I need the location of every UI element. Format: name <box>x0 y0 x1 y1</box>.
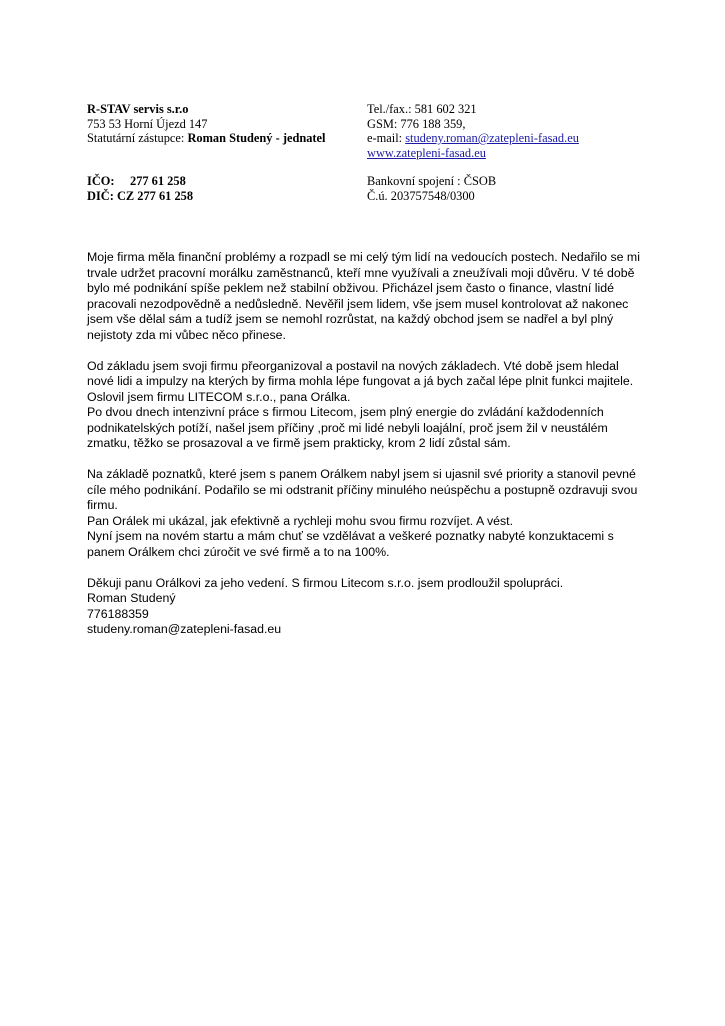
text-line: Moje firma měla finanční problémy a rozpadl se mi celý tým lidí na vedoucích postech. Nedařilo se mi <box>87 250 640 264</box>
paragraph-3 <box>87 467 647 560</box>
letter-body <box>87 250 647 607</box>
text-line: nové lidi a impulzy na kterých by firma mohla lépe fungovat a já bych začal lépe plnit funkci majitele. <box>87 374 634 388</box>
text-line: podnikatelských potíží, našel jsem příčiny ,proč mi lidé nebyli loajální, proč jsem žil v neustálém <box>87 420 608 435</box>
text-line: nejistoty zda mi vůbec něco přinese. <box>87 327 286 342</box>
company-info <box>87 102 357 146</box>
text-line: jsem vše dělal sám a tudíž jsem se nemohl rozrůstat, na každý obchod jsem se nadřel a byl plný <box>87 312 614 326</box>
text-line: Nyní jsem na novém startu a mám chuť se vzdělávat a veškeré poznatky nabyté konzuktacemi s <box>87 529 614 543</box>
text-line: Pan Orálek mi ukázal, jak efektivně a rychleji mohu svou firmu rozvíjet. A vést. <box>87 513 514 528</box>
company-ids <box>87 174 193 203</box>
representative-name: Roman Studený - jednatel <box>187 131 326 146</box>
text-line: firmu. <box>87 498 118 512</box>
signature-phone: 776188359 <box>87 606 149 621</box>
bank-name: Bankovní spojení : ČSOB <box>367 174 497 188</box>
dic-value: CZ 277 61 258 <box>116 188 194 203</box>
dic-label: DIČ: <box>87 188 114 203</box>
text-line: Na základě poznatků, které jsem s panem Orálkem nabyl jsem si ujasnil své priority a stanovil pevné <box>87 467 636 481</box>
text-line: zmatku, těžko se prosazoval a ve firmě jsem prakticky, krom 2 lidí zůstal sám. <box>87 436 511 450</box>
telfax: Tel./fax.: 581 602 321 <box>367 102 477 116</box>
company-name: R-STAV servis s.r.o <box>87 102 189 116</box>
text-line: pracovali nezodpovědně a nedůsledně. Nevěřil jsem lidem, vše jsem musel kontrolovat až nakonec <box>87 296 629 311</box>
text-line: Oslovil jsem firmu LITECOM s.r.o., pana Orálka. <box>87 389 351 404</box>
text-line: trvale udržet pracovní morálku zaměstnanců, kteří mne využívali a zneužívali moji důvěru. V té době <box>87 265 635 280</box>
text-line: cíle mého podnikání. Podařilo se mi odstranit příčiny minulého neúspěchu a postupně ozdravuji svou <box>87 482 638 497</box>
contact-info <box>367 102 697 160</box>
ico-line <box>87 174 193 189</box>
text-line: Po dvou dnech intenzivní práce s firmou Litecom, jsem plný energie do zvládání každodenních <box>87 405 604 419</box>
bank-account: Č.ú. 203757548/0300 <box>367 188 475 203</box>
signature-block <box>87 591 281 638</box>
paragraph-4 <box>87 576 647 592</box>
company-address: 753 53 Horní Újezd 147 <box>87 116 208 131</box>
bank-info <box>367 174 496 203</box>
email-link[interactable]: studeny.roman@zatepleni-fasad.eu <box>405 131 579 146</box>
paragraph-2 <box>87 359 647 452</box>
text-line: Od základu jsem svoji firmu přeorganizoval a postavil na nových základech. Vté době jsem hledal <box>87 358 619 373</box>
text-line: panem Orálkem chci zúročit ve své firmě a to na 100%. <box>87 544 390 559</box>
text-line: bylo mé podnikání spíše peklem než stabilní obživou. Přicházel jsem často o finance, vlastní lidé <box>87 281 614 295</box>
email-line <box>367 131 697 146</box>
company-representative <box>87 131 357 146</box>
paragraph-1 <box>87 250 647 343</box>
ico-value: 277 61 258 <box>130 174 186 188</box>
web-link[interactable]: www.zatepleni-fasad.eu <box>367 145 486 160</box>
signature-email: studeny.roman@zatepleni-fasad.eu <box>87 622 282 636</box>
ico-label: IČO: <box>87 174 115 188</box>
signature-name: Roman Studený <box>87 591 176 605</box>
gsm: GSM: 776 188 359, <box>367 116 466 131</box>
representative-label: Statutární zástupce: <box>87 131 188 146</box>
email-label: e-mail: <box>367 131 406 146</box>
dic-line <box>87 189 193 204</box>
text-line: Děkuji panu Orálkovi za jeho vedení. S firmou Litecom s.r.o. jsem prodloužil spolupráci. <box>87 575 564 590</box>
